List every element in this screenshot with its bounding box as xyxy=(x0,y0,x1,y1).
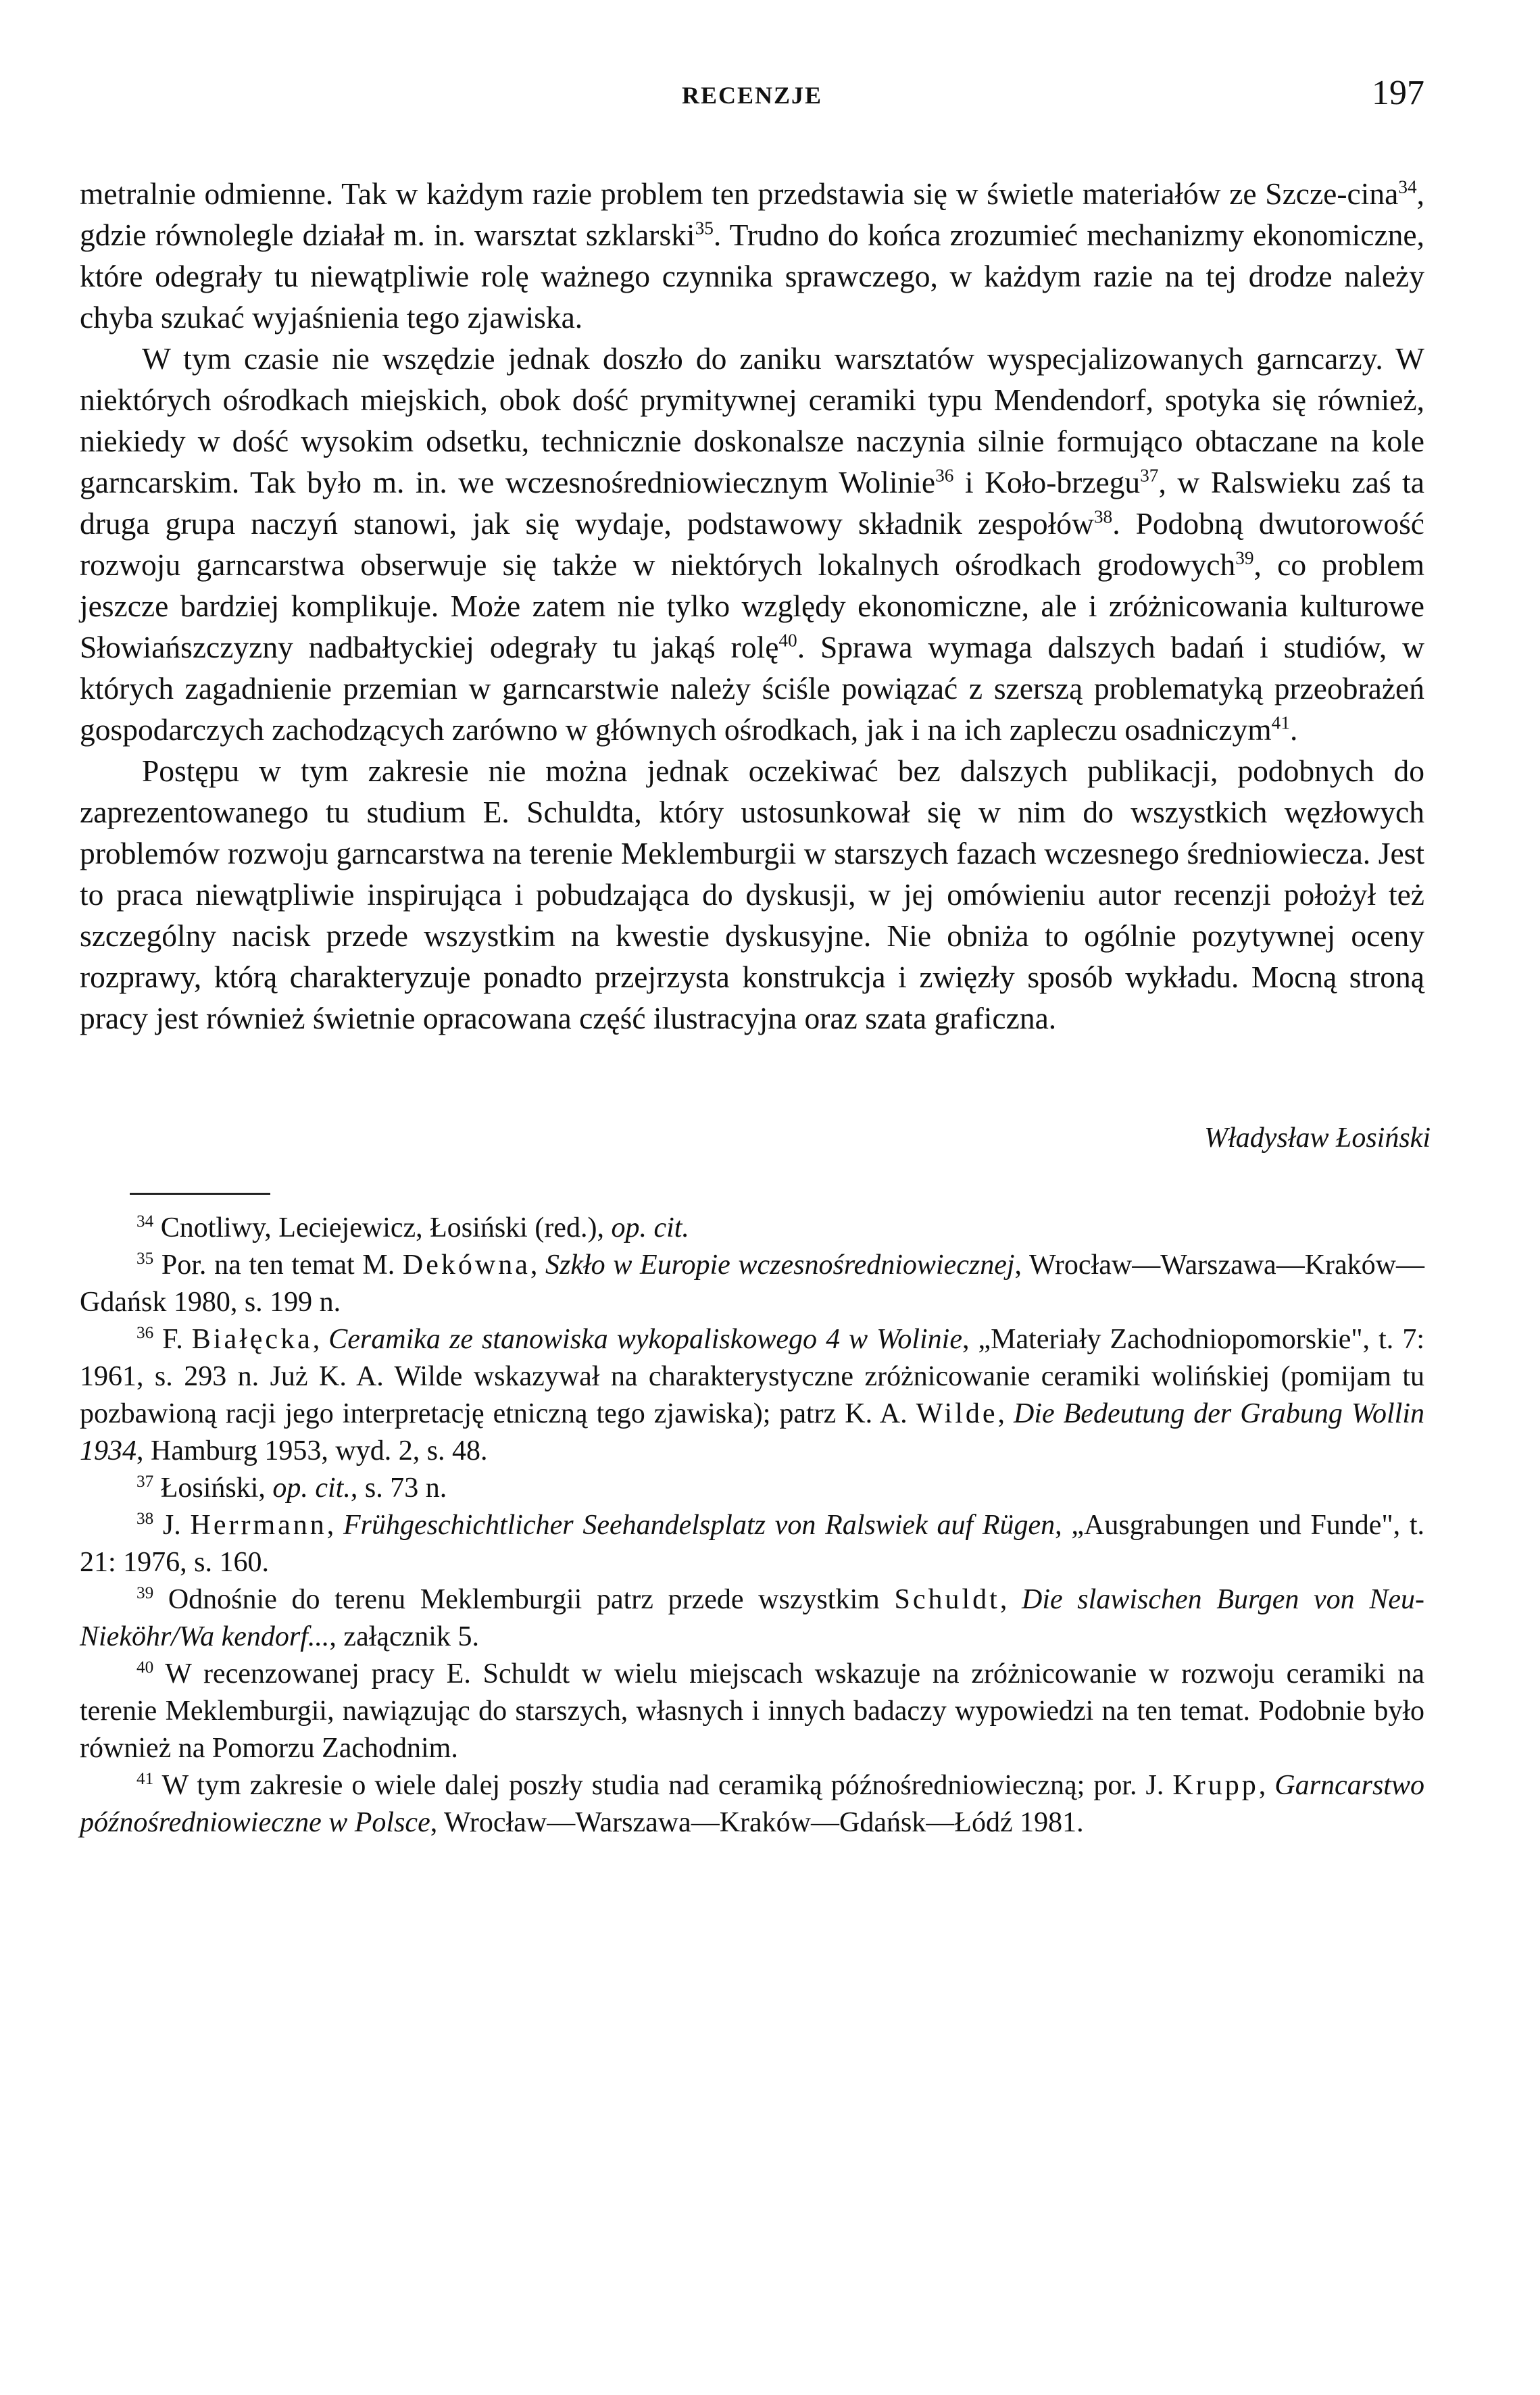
text-run: , załącznik 5. xyxy=(329,1621,479,1652)
page-header xyxy=(80,73,1424,114)
running-head: RECENZJE xyxy=(681,82,823,109)
text-run: , s. 73 n. xyxy=(350,1473,447,1504)
author-name: Krupp xyxy=(1172,1770,1259,1801)
footnote-number: 34 xyxy=(136,1212,154,1231)
work-title: Die slawischen Burgen von Neu-Nieköhr/Wa kendorf... xyxy=(80,1584,1424,1652)
footnote-ref: 39 xyxy=(1235,547,1254,568)
text-run: , co problem jeszcze bardziej komplikuje. Może zatem nie tylko względy ekonomiczne, ale i zróżnicowania kulturowe Słowiańszczyzny nadbałtyckiej odegrały tu jakąś rolę xyxy=(80,547,1425,664)
text-run: , xyxy=(997,1398,1014,1429)
footnote-39 xyxy=(80,1581,1424,1656)
text-run: op. cit. xyxy=(611,1212,689,1243)
footnote-number: 38 xyxy=(136,1509,154,1528)
text-run: F. xyxy=(153,1324,192,1355)
author-name: Białęcka xyxy=(191,1324,313,1355)
text-run: , Hamburg 1953, wyd. 2, s. 48. xyxy=(136,1435,488,1466)
paragraph-1 xyxy=(80,173,1424,338)
main-text xyxy=(80,173,1424,1039)
text-run: . Podobną dwutorowość rozwoju garncarstwa obserwuje się także w niektórych lokalnych ośrodkach grodowych xyxy=(80,506,1424,582)
footnote-ref: 36 xyxy=(935,465,954,486)
text-run: , xyxy=(999,1584,1022,1615)
footnote-separator xyxy=(130,1193,270,1195)
text-run: , gdzie równolegle działał m. in. warsztat szklarski xyxy=(80,176,1424,252)
footnote-ref: 35 xyxy=(695,218,714,239)
text-run: W tym zakresie o wiele dalej poszły studia nad ceramiką późnośredniowieczną; por. J. xyxy=(153,1770,1173,1801)
footnote-38 xyxy=(80,1507,1424,1581)
text-run: , w Ralswieku zaś ta druga grupa naczyń stanowi, jak się wydaje, podstawowy składnik zespołów xyxy=(80,465,1424,541)
footnote-ref: 41 xyxy=(1271,712,1290,733)
text-run: . xyxy=(1289,712,1298,747)
author-signature: Władysław Łosiński xyxy=(1204,1122,1431,1154)
footnote-ref: 37 xyxy=(1140,465,1159,486)
work-title: Garncarstwo późnośredniowieczne w Polsce xyxy=(80,1770,1424,1838)
paragraph-2 xyxy=(80,338,1424,750)
text-run: , xyxy=(326,1510,344,1541)
footnote-number: 36 xyxy=(136,1323,154,1342)
footnote-41 xyxy=(80,1767,1424,1842)
footnotes xyxy=(80,1210,1424,1842)
author-name: Wilde xyxy=(916,1398,998,1429)
footnote-36 xyxy=(80,1321,1424,1470)
text-run: W tym czasie nie wszędzie jednak doszło do zaniku warsztatów wyspecjalizowanych garncarzy. W niektórych ośrodkach miejskich, obok dość prymitywnej ceramiki typu Mendendorf, spotyka się również, niekiedy w dość wysokim odsetku, technicznie doskonalsze naczynia silnie formująco obtaczane na kole garncarskim. Tak było m. in. we wczesnośredniowiecznym Wolinie xyxy=(80,341,1424,499)
footnote-number: 37 xyxy=(136,1472,154,1491)
text-run: , Wrocław—Warszawa—Kraków—Gdańsk—Łódź 1981. xyxy=(430,1807,1084,1838)
text-run: . Sprawa wymaga dalszych badań i studiów, w których zagadnienie przemian w garncarstwie należy ściśle powiązać z szerszą problematyką przeobrażeń gospodarczych zachodzących zarówno w głównych ośrodkach, jak i na ich zapleczu osadniczym xyxy=(80,630,1424,747)
text-run: , „Materiały Zachodniopomorskie", t. 7: 1961, s. 293 n. Już K. A. Wilde wskazywał na charakterystyczne zróżnicowanie ceramiki wolińskiej (pomijam tu pozbawioną racji jego interpretację etniczną tego zjawiska); patrz K. A. xyxy=(80,1324,1425,1429)
footnote-number: 40 xyxy=(136,1658,154,1677)
page-number: 197 xyxy=(1372,74,1424,112)
text-run: , xyxy=(1258,1770,1275,1801)
work-title: Ceramika ze stanowiska wykopaliskowego 4 w Wolinie xyxy=(328,1324,962,1355)
footnote-40 xyxy=(80,1656,1424,1767)
footnote-35 xyxy=(80,1247,1424,1321)
author-name: Schuldt xyxy=(894,1584,1000,1615)
text-run: Cnotliwy, Leciejewicz, Łosiński (red.), xyxy=(153,1212,612,1243)
author-name: Dekówna xyxy=(402,1250,530,1281)
text-run: , xyxy=(530,1250,546,1281)
footnote-number: 39 xyxy=(136,1583,154,1602)
text-run: , „Ausgrabungen und Funde", t. 21: 1976, s. 160. xyxy=(80,1510,1425,1578)
text-run: metralnie odmienne. Tak w każdym razie problem ten przedstawia się w świetle materiałów ze Szcze-cina xyxy=(80,176,1399,211)
footnote-ref: 38 xyxy=(1093,506,1113,527)
footnote-number: 41 xyxy=(136,1769,154,1788)
text-run: , Wrocław—Warszawa—Kraków—Gdańsk 1980, s. 199 n. xyxy=(80,1250,1424,1318)
work-title: Die Bedeutung der Grabung Wollin 1934 xyxy=(80,1398,1424,1466)
footnote-37 xyxy=(80,1470,1424,1507)
text-run: J. xyxy=(153,1510,191,1541)
footnote-ref: 34 xyxy=(1398,176,1417,197)
work-title: Szkło w Europie wczesnośredniowiecznej xyxy=(545,1250,1015,1281)
footnote-ref: 40 xyxy=(778,630,797,651)
text-run: W recenzowanej pracy E. Schuldt w wielu miejscach wskazuje na zróżnicowanie w rozwoju ceramiki na terenie Meklemburgii, nawiązując do starszych, własnych i innych badaczy wypowiedzi na ten temat. Podobnie było również na Pomorzu Zachodnim. xyxy=(80,1658,1424,1764)
text-run: . Trudno do końca zrozumieć mechanizmy ekonomiczne, które odegrały tu niewątpliwie rolę ważnego czynnika sprawczego, w każdym razie na tej drodze należy chyba szukać wyjaśnienia tego zjawiska. xyxy=(80,218,1424,335)
text-run: Odnośnie do terenu Meklemburgii patrz przede wszystkim xyxy=(153,1584,895,1615)
footnote-number: 35 xyxy=(136,1249,154,1268)
author-name: Herrmann xyxy=(190,1510,327,1541)
text-run: , xyxy=(312,1324,329,1355)
text-run: Por. na ten temat M. xyxy=(153,1250,403,1281)
text-run: op. cit. xyxy=(272,1473,351,1504)
text-run: Łosiński, xyxy=(153,1473,273,1504)
paragraph-3: Postępu w tym zakresie nie można jednak oczekiwać bez dalszych publikacji, podobnych do zaprezentowanego tu studium E. Schuldta, który ustosunkował się w nim do wszystkich węzłowych problemów rozwoju garncarstwa na terenie Meklemburgii w starszych fazach wczesnego średniowiecza. Jest to praca niewątpliwie inspirująca i pobudzająca do dyskusji, w jej omówieniu autor recenzji położył też szczególny nacisk przede wszystkim na kwestie dyskusyjne. Nie obniża to ogólnie pozytywnej oceny rozprawy, którą charakteryzuje ponadto przejrzysta konstrukcja i zwięzły sposób wykładu. Mocną stroną pracy jest również świetnie opracowana część ilustracyjna oraz szata graficzna. xyxy=(80,754,1424,1035)
work-title: Frühgeschichtlicher Seehandelsplatz von Ralswiek auf Rügen xyxy=(343,1510,1055,1541)
footnote-34 xyxy=(80,1210,1424,1247)
text-run: i Koło-brzegu xyxy=(953,465,1141,499)
